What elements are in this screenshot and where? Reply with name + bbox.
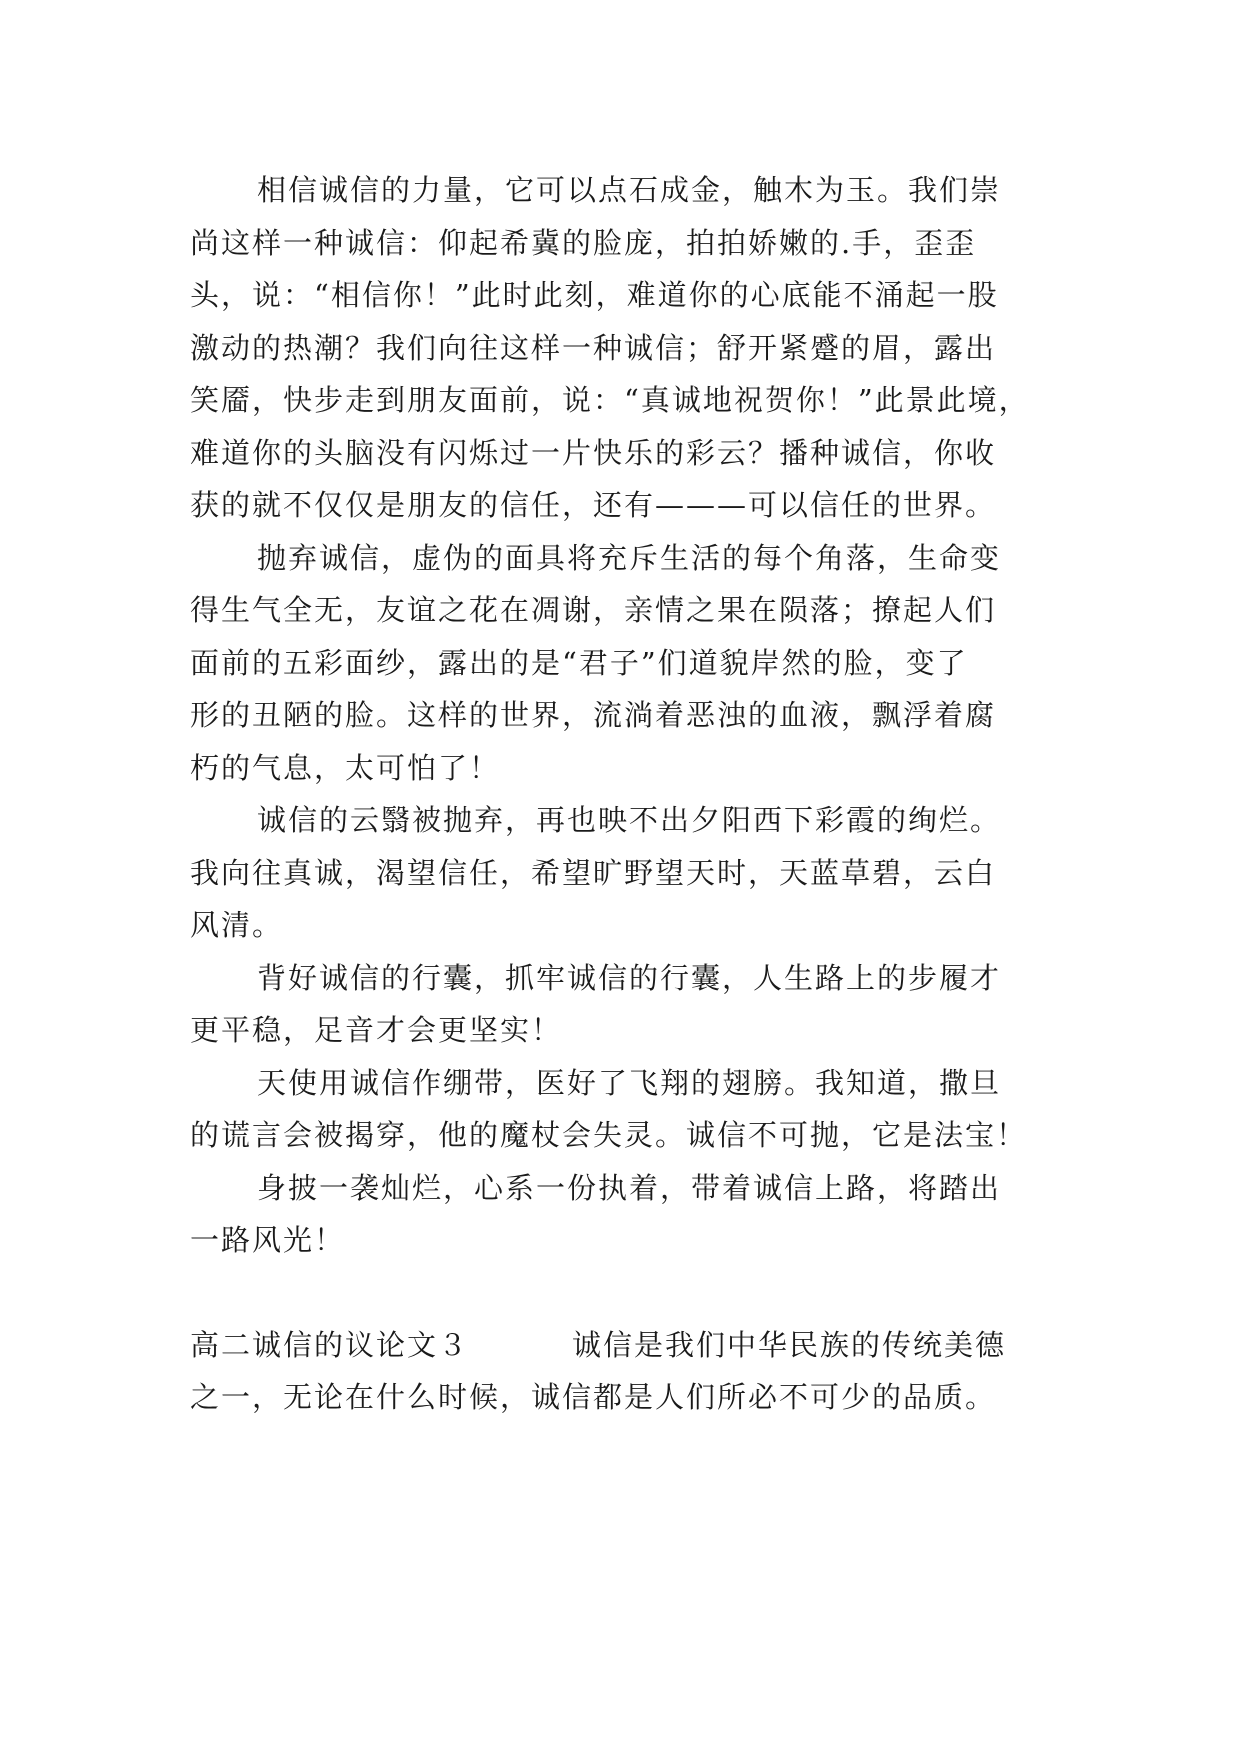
essay-body xyxy=(190,164,1090,1424)
paragraph-4 xyxy=(190,952,1090,1057)
paragraph-6 xyxy=(190,1162,1090,1267)
paragraph-line: 头，说：“相信你！”此时此刻，难道你的心底能不涌起一股 xyxy=(190,278,999,312)
section-first-line-text: 诚信是我们中华民族的传统美德 xyxy=(572,1327,1007,1362)
paragraph-line: 更平稳，足音才会更坚实！ xyxy=(190,1013,563,1047)
paragraph-line: 风清。 xyxy=(190,908,284,942)
section-title: 高二诚信的议论文３ xyxy=(190,1327,470,1362)
section-heading-line xyxy=(190,1319,1090,1372)
section-3 xyxy=(190,1319,1090,1424)
paragraph-line: 身披一袭灿烂，心系一份执着，带着诚信上路，将踏出 xyxy=(257,1170,1002,1205)
paragraph-line: 激动的热潮？我们向往这样一种诚信；舒开紧蹙的眉，露出 xyxy=(190,330,997,365)
paragraph-line: 之一，无论在什么时候，诚信都是人们所必不可少的品质。 xyxy=(190,1380,997,1414)
paragraph-line: 面前的五彩面纱，露出的是“君子”们道貌岸然的脸，变了 xyxy=(190,645,968,680)
paragraph-line: 相信诚信的力量，它可以点石成金，触木为玉。我们崇 xyxy=(257,173,1002,207)
paragraph-line: 获的就不仅仅是朋友的信任，还有———可以信任的世界。 xyxy=(190,488,997,522)
paragraph-5 xyxy=(190,1057,1090,1162)
paragraph-3 xyxy=(190,794,1090,952)
paragraph-line: 的谎言会被揭穿，他的魔杖会失灵。诚信不可抛，它是法宝！ xyxy=(190,1118,1028,1152)
paragraph-line: 尚这样一种诚信：仰起希冀的脸庞，拍拍娇嫩的.手，歪歪 xyxy=(190,225,977,260)
paragraph-2 xyxy=(190,532,1090,795)
paragraph-line: 朽的气息，太可怕了！ xyxy=(190,750,501,785)
paragraph-line: 笑靥，快步走到朋友面前，说：“真诚地祝贺你！”此景此境， xyxy=(190,383,1030,417)
paragraph-line: 天使用诚信作绷带，医好了飞翔的翅膀。我知道，撒旦 xyxy=(257,1065,1002,1100)
paragraph-line: 难道你的头脑没有闪烁过一片快乐的彩云？播种诚信，你收 xyxy=(190,435,997,470)
paragraph-line: 形的丑陋的脸。这样的世界，流淌着恶浊的血液，飘浮着腐 xyxy=(190,698,997,732)
paragraph-line: 一路风光！ xyxy=(190,1223,346,1257)
paragraph-line: 背好诚信的行囊，抓牢诚信的行囊，人生路上的步履才 xyxy=(257,960,1002,995)
paragraph-line: 得生气全无，友谊之花在凋谢，亲情之果在陨落；撩起人们 xyxy=(190,593,997,627)
paragraph-line: 诚信的云翳被抛弃，再也映不出夕阳西下彩霞的绚烂。 xyxy=(257,803,1002,837)
paragraph-line: 抛弃诚信，虚伪的面具将充斥生活的每个角落，生命变 xyxy=(257,540,1002,575)
paragraph-1 xyxy=(190,164,1090,532)
paragraph-line: 我向往真诚，渴望信任，希望旷野望天时，天蓝草碧，云白 xyxy=(190,855,997,890)
